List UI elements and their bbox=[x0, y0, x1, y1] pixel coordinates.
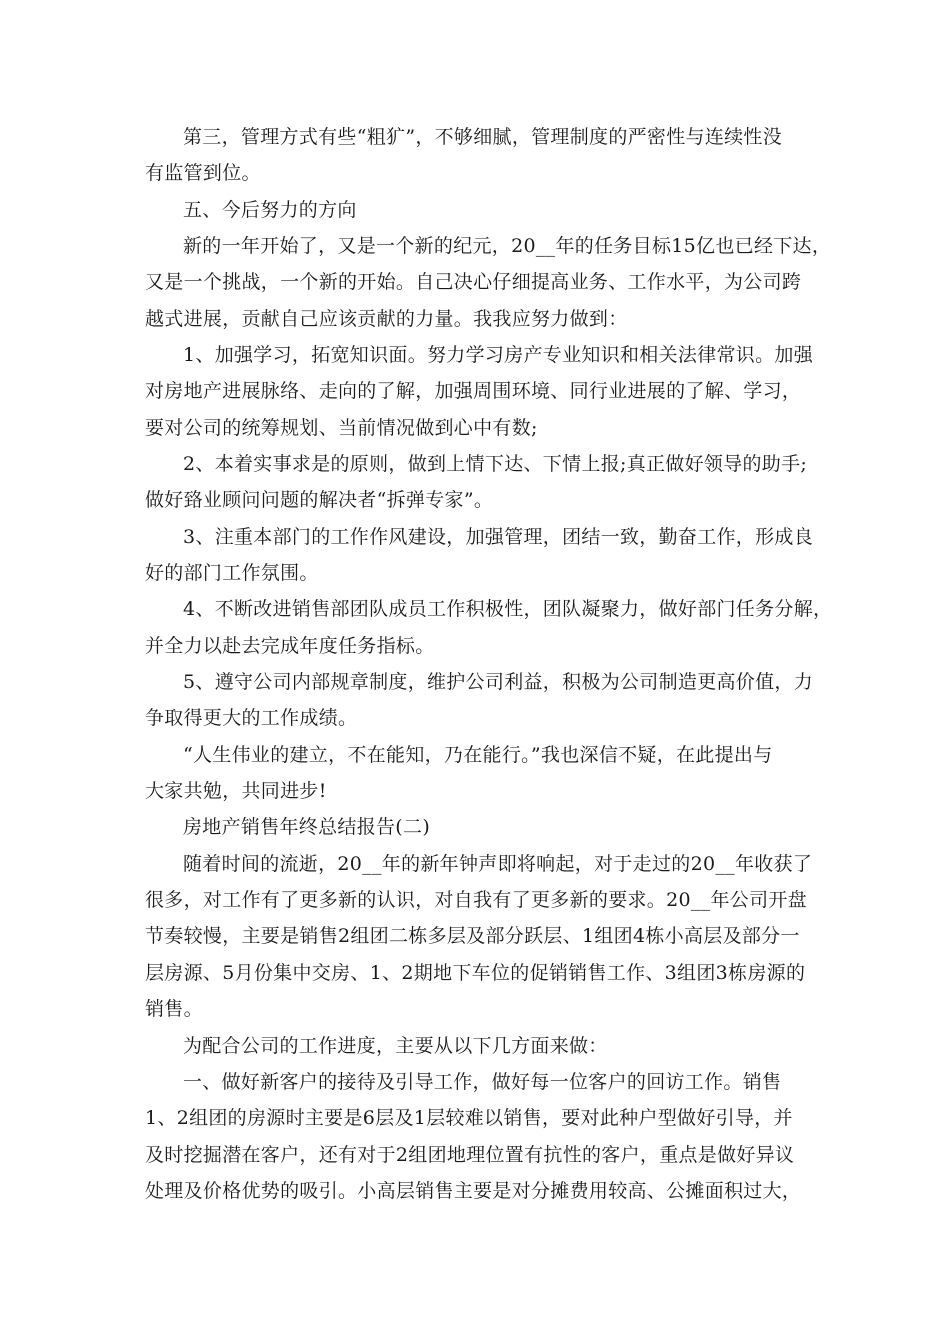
text-line: 1、2组团的房源时主要是6层及1层较难以销售，要对此种户型做好引导，并 bbox=[145, 1107, 793, 1129]
text-line: 大家共勉，共同进步! bbox=[145, 780, 327, 802]
text-line: 新的一年开始了，又是一个新的纪元，20__年的任务目标15亿也已经下达， bbox=[183, 235, 832, 257]
report-title: 房地产销售年终总结报告(二) bbox=[183, 816, 431, 838]
text-line: 一、做好新客户的接待及引导工作，做好每一位客户的回访工作。销售 bbox=[183, 1071, 782, 1093]
text-line: 有监管到位。 bbox=[145, 162, 261, 184]
section-heading: 五、今后努力的方向 bbox=[183, 199, 357, 221]
text-line: 并全力以赴去完成年度任务指标。 bbox=[145, 635, 435, 657]
text-line: 很多，对工作有了更多新的认识，对自我有了更多新的要求。20__年公司开盘 bbox=[145, 889, 807, 911]
list-item: 1、加强学习，拓宽知识面。努力学习房产专业知识和相关法律常识。加强 bbox=[183, 344, 813, 366]
text-line: 随着时间的流逝，20__年的新年钟声即将响起，对于走过的20__年收获了 bbox=[183, 853, 813, 875]
text-line: 好的部门工作氛围。 bbox=[145, 562, 319, 584]
text-line: 节奏较慢，主要是销售2组团二栋多层及部分跃层、1组团4栋小高层及部分一 bbox=[145, 925, 800, 947]
text-line: 对房地产进展脉络、走向的了解，加强周围环境、同行业进展的了解、学习， bbox=[145, 380, 802, 402]
list-item: 4、不断改进销售部团队成员工作积极性，团队凝聚力，做好部门任务分解， bbox=[183, 598, 833, 620]
text-line: 为配合公司的工作进度，主要从以下几方面来做： bbox=[183, 1035, 608, 1057]
text-line: 争取得更大的工作成绩。 bbox=[145, 707, 358, 729]
text-line: 及时挖掘潜在客户，还有对于2组团地理位置有抗性的客户，重点是做好异议 bbox=[145, 1144, 795, 1166]
text-line: 越式进展，贡献自己应该贡献的力量。我我应努力做到： bbox=[145, 308, 628, 330]
text-line: 处理及价格优势的吸引。小高层销售主要是对分摊费用较高、公摊面积过大， bbox=[145, 1180, 802, 1202]
quote-line: “人生伟业的建立，不在能知，乃在能行。”我也深信不疑，在此提出与 bbox=[183, 744, 773, 766]
text-line: 又是一个挑战，一个新的开始。自己决心仔细提高业务、工作水平，为公司跨 bbox=[145, 271, 802, 293]
text-line: 要对公司的统筹规划、当前情况做到心中有数; bbox=[145, 417, 538, 439]
text-line: 销售。 bbox=[145, 998, 203, 1020]
text-line: 做好臵业顾问问题的解决者“拆弹专家”。 bbox=[145, 489, 494, 511]
list-item: 3、注重本部门的工作作风建设，加强管理，团结一致，勤奋工作，形成良 bbox=[183, 526, 813, 548]
text-line: 第三，管理方式有些“粗犷”，不够细腻，管理制度的严密性与连续性没 bbox=[183, 126, 783, 148]
list-item: 2、本着实事求是的原则，做到上情下达、下情上报;真正做好领导的助手; bbox=[183, 453, 808, 475]
list-item: 5、遵守公司内部规章制度，维护公司利益，积极为公司制造更高价值，力 bbox=[183, 671, 813, 693]
text-line: 层房源、5月份集中交房、1、2期地下车位的促销销售工作、3组团3栋房源的 bbox=[145, 962, 806, 984]
